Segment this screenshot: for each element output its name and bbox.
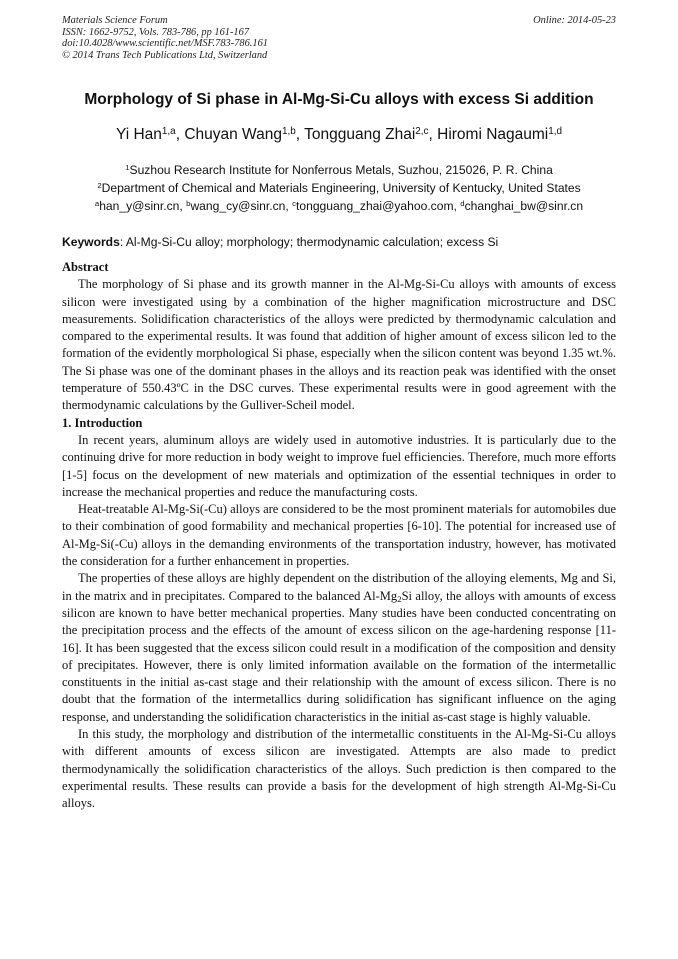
copyright-line: © 2014 Trans Tech Publications Ltd, Switzerland (62, 49, 268, 61)
author-affil-sup: 1,b (281, 125, 296, 137)
intro-paragraph-3 (62, 570, 616, 726)
author-name: Hiromi Nagaumi (437, 126, 549, 143)
affiliation-1 (0, 163, 678, 177)
abstract-heading: Abstract (62, 260, 109, 274)
subscript: 2 (397, 594, 402, 605)
author-name: Yi Han (115, 126, 162, 143)
issn-line: ISSN: 1662-9752, Vols. 783-786, pp 161-167 (62, 26, 250, 38)
doi-line: doi:10.4028/www.scientific.net/MSF.783-786.161 (62, 38, 268, 50)
author-affil-sup: 2,c (415, 125, 429, 137)
intro-paragraph-2: Heat-treatable Al-Mg-Si(-Cu) alloys are considered to be the most prominent materials for automobiles due to their combination of good formability and mechanical properties [6-10]. The potential for increased use of Al-Mg-Si(-Cu) alloys in the demanding environments of the transportation industry, however, has motivated the consideration for a further enhancement in properties. (62, 502, 616, 569)
affiliation-2 (0, 181, 678, 195)
intro-paragraph-1: In recent years, aluminum alloys are widely used in automotive industries. It is particularly due to the continuing drive for more reduction in body weight to improve fuel efficiencies. Therefore, much more efforts [1-5] focus on the development of new materials and optimization of the essential techniques in order to increase the mechanical properties and reduce the manufacturing costs. (62, 432, 616, 499)
abstract-text: The morphology of Si phase and its growth manner in the Al-Mg-Si-Cu alloys with amounts of excess silicon were investigated using by a combination of the higher magnification microstructure and DSC measurements. Solidification characteristics of the alloys were predicted by thermodynamic calculation and compared to the experimental results. It was found that addition of higher amount of excess silicon led to the formation of the evidently morphological Si phase, especially when the silicon content was beyond 1.35 wt.%. The Si phase was one of the dominant phases in the alloys and its reaction peak was identified with the onset temperature of 550.43ºC in the DSC curves. These experimental results were in good agreement with the thermodynamic calculations by the Gulliver-Scheil model. (62, 277, 616, 413)
author-name: Chuyan Wang (184, 126, 282, 143)
author-affil-sup: 1,d (548, 125, 563, 137)
keywords-label: Keywords (62, 235, 120, 249)
email-sup: d (460, 198, 465, 208)
author-name: Tongguang Zhai (304, 126, 416, 143)
email-line: $^a$han_y@sinr.cn, $^b$wang_cy@sinr.cn, $^c$tongguang_zhai@yahoo.com, $^d$changhai_bw@sinr.cn (94, 198, 584, 213)
email-link[interactable]: wang_cy@sinr.cn (190, 199, 286, 213)
email-link[interactable]: han_y@sinr.cn (99, 199, 180, 213)
paper-title: Morphology of Si phase in Al-Mg-Si-Cu alloys with excess Si addition (84, 91, 594, 108)
affil-sup: 2 (97, 180, 102, 190)
email-sup: b (186, 198, 191, 208)
email-link[interactable]: changhai_bw@sinr.cn (464, 199, 584, 213)
author-list: Yi Han$^{1,a}$, Chuyan Wang$^{1,b}$, Tongguang Zhai$^{2,c}$, Hiromi Nagaumi$^{1,d}$ (115, 125, 563, 143)
email-sup: a (94, 198, 100, 208)
journal-name: Materials Science Forum (62, 15, 168, 26)
body-text (62, 259, 616, 813)
journal-header (62, 15, 616, 61)
affil-text: Department of Chemical and Materials Engineering, University of Kentucky, United States (101, 181, 581, 195)
intro-paragraph-4: In this study, the morphology and distribution of the intermetallic constituents in the Al-Mg-Si-Cu alloys with different amounts of excess silicon are investigated. Attempts are also made to predict thermodynamically the solidification characteristics of the alloys. Such prediction is then compared to the experimental results. These results can provide a basis for the development of high strength Al-Mg-Si-Cu alloys. (62, 727, 616, 811)
email-sup: c (292, 198, 297, 208)
intro-paragraph-3-start: The properties of these alloys are highly dependent on the distribution of the alloying elements, Mg and Si, in the matrix and in precipitates. Compared to the balanced Al-Mg (62, 571, 616, 603)
affil-sup: 1 (125, 162, 130, 172)
intro-paragraph-3-rest: Si alloy, the alloys with amounts of excess silicon are known to have better mechanical properties. Many studies have been conducted concentrating on the precipitation process and the effects of the amount of excess silicon on the age-hardening response [11-16]. It has been suggested that the excess silicon could result in a modification of the composition and density of precipitates. However, there is only limited information available on the formation of the intermetallic constituents in the initial as-cast stage and their relationship with the amount of excess silicon. There is no doubt that the formation of the intermetallics during solidification has significant influence on the aging response, and understanding the solidification characteristics in the initial as-cast stage is highly valuable. (62, 588, 617, 724)
affil-text: Suzhou Research Institute for Nonferrous Metals, Suzhou, 215026, P. R. China (129, 163, 553, 177)
keywords (62, 235, 616, 249)
introduction-heading: 1. Introduction (62, 415, 143, 430)
keywords-text: : Al-Mg-Si-Cu alloy; morphology; thermodynamic calculation; excess Si (119, 235, 499, 249)
online-date: Online: 2014-05-23 (533, 15, 616, 26)
email-link[interactable]: tongguang_zhai@yahoo.com (296, 199, 454, 213)
author-affil-sup: 1,a (161, 125, 176, 137)
